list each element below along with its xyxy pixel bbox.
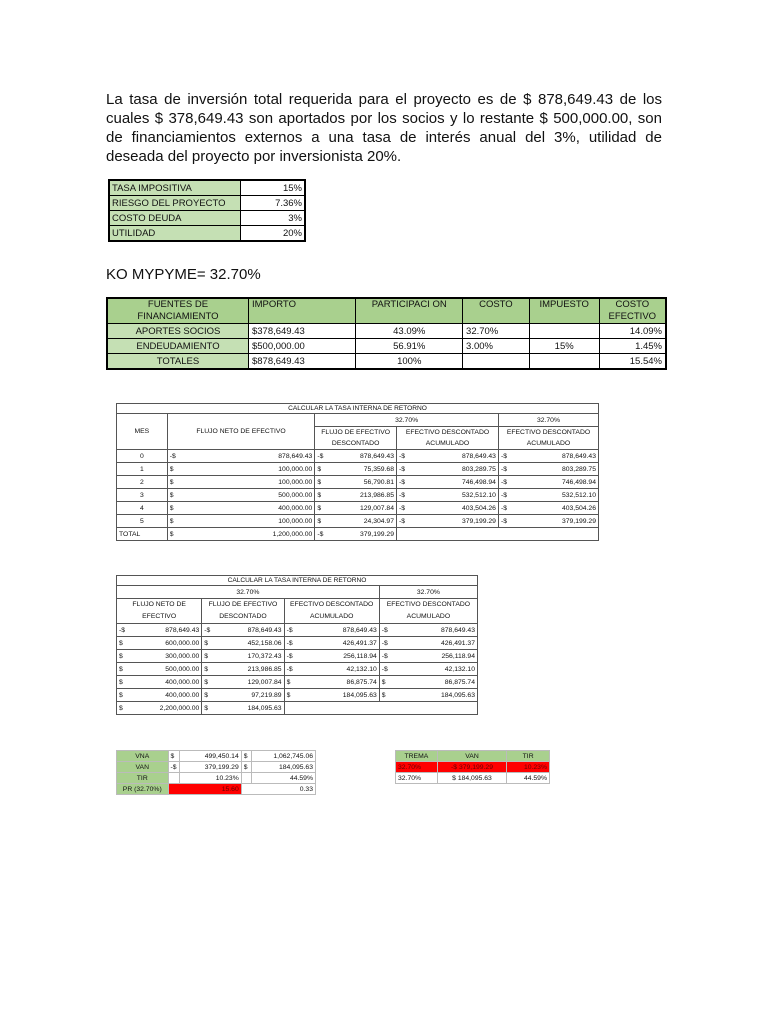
irr-table-1	[116, 403, 599, 541]
cell: $	[117, 689, 128, 702]
table-row	[117, 489, 599, 502]
table-row	[109, 180, 305, 196]
cell: $	[202, 702, 213, 715]
column-header: EFECTIVO DESCONTADO ACUMULADO	[498, 427, 598, 450]
cell: 500,000.00	[127, 663, 202, 676]
cell: $	[202, 663, 213, 676]
table-row	[117, 650, 478, 663]
cell	[529, 324, 599, 339]
cell: $	[202, 650, 213, 663]
cell: 184,095.63	[212, 702, 284, 715]
cell: 184,095.63	[295, 689, 380, 702]
table-row	[117, 751, 316, 762]
table-header-row	[107, 298, 666, 324]
cell: 878,649.43	[326, 450, 397, 463]
table-row	[107, 354, 666, 370]
cell: $	[202, 689, 213, 702]
column-header: EFECTIVO DESCONTADO ACUMULADO	[379, 599, 477, 624]
cell: -$	[498, 476, 509, 489]
cell: 3	[117, 489, 168, 502]
cell: 379,199.29	[179, 762, 241, 773]
rate-label: 32.70%	[379, 586, 477, 599]
cell: 97,219.89	[212, 689, 284, 702]
ko-mypyme-heading: KO MYPYME= 32.70%	[106, 266, 261, 283]
cell: 746,498.94	[407, 476, 498, 489]
cell: -$	[498, 450, 509, 463]
cell: 532,512.10	[509, 489, 598, 502]
row-label: VAN	[117, 762, 169, 773]
cell: $378,649.43	[248, 324, 356, 339]
cell: 24,304.97	[326, 515, 397, 528]
cell: $	[202, 637, 213, 650]
cell	[463, 354, 530, 370]
cell: 300,000.00	[127, 650, 202, 663]
cell: $	[117, 663, 128, 676]
cell: 1,062,745.06	[252, 751, 316, 762]
table-row	[117, 689, 478, 702]
cell: 878,649.43	[127, 624, 202, 637]
table-row	[117, 476, 599, 489]
param-label: COSTO DEUDA	[109, 211, 241, 226]
cell: 56.91%	[356, 339, 463, 354]
table-row	[117, 676, 478, 689]
cell: -$	[498, 515, 509, 528]
cell: 878,649.43	[295, 624, 380, 637]
cell: 3.00%	[463, 339, 530, 354]
table-row	[117, 663, 478, 676]
cell: 15.54%	[599, 354, 666, 370]
cell: $	[167, 528, 178, 541]
table-row	[117, 515, 599, 528]
rate-label: 32.70%	[315, 414, 499, 427]
cell: -$	[397, 450, 408, 463]
param-label: RIESGO DEL PROYECTO	[109, 196, 241, 211]
cell: $	[315, 502, 326, 515]
cell: -$	[167, 450, 178, 463]
cell: 15%	[529, 339, 599, 354]
cell: ENDEUDAMIENTO	[107, 339, 248, 354]
cell: $	[167, 502, 178, 515]
cell: 400,000.00	[178, 502, 315, 515]
rate-label: 32.70%	[498, 414, 598, 427]
column-header: FLUJO DE EFECTIVO DESCONTADO	[315, 427, 397, 450]
cell: 86,875.74	[295, 676, 380, 689]
financing-sources-table	[106, 297, 667, 370]
cell: $	[167, 515, 178, 528]
param-value: 3%	[241, 211, 306, 226]
column-header: MES	[117, 414, 168, 450]
column-header: PARTICIPACI ON	[356, 298, 463, 324]
cell: 32.70%	[396, 762, 438, 773]
table-title: CALCULAR LA TASA INTERNA DE RETORNO	[117, 404, 599, 414]
cell: -$	[397, 463, 408, 476]
trema-table	[395, 750, 550, 784]
cell: $	[117, 650, 128, 663]
cell: 532,512.10	[407, 489, 498, 502]
column-header: TIR	[507, 751, 550, 762]
cell: $	[168, 751, 179, 762]
cell: 213,986.85	[326, 489, 397, 502]
cell: $ 184,095.63	[437, 773, 507, 784]
cell: $	[315, 515, 326, 528]
cell: $	[379, 676, 390, 689]
cell: -$	[397, 515, 408, 528]
cell	[529, 354, 599, 370]
column-header: COSTO	[463, 298, 530, 324]
cell: 803,289.75	[407, 463, 498, 476]
row-label: PR (32.70%)	[117, 784, 169, 795]
cell: 878,649.43	[509, 450, 598, 463]
npv-summary-table	[116, 750, 316, 795]
cell: 100%	[356, 354, 463, 370]
cell: $	[167, 476, 178, 489]
cell: 878,649.43	[212, 624, 284, 637]
cell: $878,649.43	[248, 354, 356, 370]
cell: $	[117, 676, 128, 689]
cell: 403,504.26	[407, 502, 498, 515]
table-row	[117, 773, 316, 784]
cell: -$	[284, 637, 295, 650]
table-row	[109, 226, 305, 242]
cell: $	[241, 751, 251, 762]
cell: 14.09%	[599, 324, 666, 339]
cell: -$	[397, 489, 408, 502]
table-row	[107, 324, 666, 339]
cell: 170,372.43	[212, 650, 284, 663]
cell: 379,199.29	[407, 515, 498, 528]
table-row	[109, 196, 305, 211]
cell: 42,132.10	[295, 663, 380, 676]
cell: 32.70%	[396, 773, 438, 784]
cell: 75,359.68	[326, 463, 397, 476]
cell: $	[167, 463, 178, 476]
cell: $	[379, 689, 390, 702]
param-value: 15%	[241, 180, 306, 196]
cell: -$	[397, 502, 408, 515]
cell: 403,504.26	[509, 502, 598, 515]
cell: -$	[315, 528, 326, 541]
total-row	[117, 702, 478, 715]
cell: $	[117, 637, 128, 650]
column-header: FLUJO NETO DE EFECTIVO	[117, 599, 202, 624]
cell: -$	[379, 650, 390, 663]
cell: -$	[284, 650, 295, 663]
cell: -$	[168, 762, 179, 773]
cell: -$	[379, 624, 390, 637]
cell: 129,007.84	[212, 676, 284, 689]
cell: 86,875.74	[390, 676, 478, 689]
column-header: FLUJO DE EFECTIVO DESCONTADO	[202, 599, 284, 624]
cell: 2	[117, 476, 168, 489]
cell: -$ 379,199.29	[437, 762, 507, 773]
cell: 2,200,000.00	[127, 702, 202, 715]
cell: 100,000.00	[178, 463, 315, 476]
cell: -$	[379, 637, 390, 650]
cell: 746,498.94	[509, 476, 598, 489]
cell: 1,200,000.00	[178, 528, 315, 541]
column-header: COSTO EFECTIVO	[599, 298, 666, 324]
cell	[284, 702, 477, 715]
table-row	[117, 463, 599, 476]
cell: TOTALES	[107, 354, 248, 370]
cell: 100,000.00	[178, 476, 315, 489]
cell: $	[241, 762, 251, 773]
cell: -$	[498, 489, 509, 502]
column-header: FLUJO NETO DE EFECTIVO	[167, 414, 315, 450]
table-header-row	[396, 751, 550, 762]
cell: 400,000.00	[127, 676, 202, 689]
cell: 44.59%	[252, 773, 316, 784]
cell: 426,491.37	[295, 637, 380, 650]
cell: 43.09%	[356, 324, 463, 339]
cell: TOTAL	[117, 528, 168, 541]
rate-label: 32.70%	[117, 586, 380, 599]
cell: 5	[117, 515, 168, 528]
cell: 184,095.63	[252, 762, 316, 773]
cell: 10.23%	[507, 762, 550, 773]
total-row	[117, 528, 599, 541]
column-header: VAN	[437, 751, 507, 762]
cell: 499,450.14	[179, 751, 241, 762]
intro-paragraph: La tasa de inversión total requerida para el proyecto es de $ 878,649.43 de los cuales $ 378,649.43 son aportados por los socios y lo restante $ 500,000.00, son de financiamientos externos a una tasa de interés anual del 3%, utilidad de deseada del proyecto por inversionista 20%.	[106, 91, 662, 165]
cell: -$	[284, 624, 295, 637]
cell: 10.23%	[179, 773, 241, 784]
table-row	[117, 637, 478, 650]
column-header: FUENTES DE FINANCIAMIENTO	[107, 298, 248, 324]
cell: 256,118.94	[390, 650, 478, 663]
column-header: TREMA	[396, 751, 438, 762]
cell: 32.70%	[463, 324, 530, 339]
cell: 100,000.00	[178, 515, 315, 528]
cell: -$	[379, 663, 390, 676]
cell	[241, 773, 251, 784]
cell: -$	[498, 463, 509, 476]
cell: 452,158.06	[212, 637, 284, 650]
cell: $	[284, 676, 295, 689]
cell: 256,118.94	[295, 650, 380, 663]
cell: 184,095.63	[390, 689, 478, 702]
cell: 400,000.00	[127, 689, 202, 702]
cell: $	[315, 463, 326, 476]
cell: 56,790.81	[326, 476, 397, 489]
cell: -$	[284, 663, 295, 676]
cell: -$	[498, 502, 509, 515]
cell	[397, 528, 599, 541]
param-value: 20%	[241, 226, 306, 242]
table-row	[117, 450, 599, 463]
highlighted-cell: 15.60	[168, 784, 241, 795]
column-header: EFECTIVO DESCONTADO ACUMULADO	[284, 599, 379, 624]
cell: 379,199.29	[509, 515, 598, 528]
cell: 878,649.43	[407, 450, 498, 463]
cell: 878,649.43	[390, 624, 478, 637]
cell: $	[117, 702, 128, 715]
cell: 213,986.85	[212, 663, 284, 676]
column-header: IMPUESTO	[529, 298, 599, 324]
param-label: UTILIDAD	[109, 226, 241, 242]
cell	[168, 773, 179, 784]
cell: 4	[117, 502, 168, 515]
cell: 426,491.37	[390, 637, 478, 650]
cell: 803,289.75	[509, 463, 598, 476]
cell: $	[167, 489, 178, 502]
cell: $	[315, 489, 326, 502]
cell: 1	[117, 463, 168, 476]
irr-table-2	[116, 575, 478, 715]
cell: 600,000.00	[127, 637, 202, 650]
table-row	[396, 762, 550, 773]
cell: 0	[117, 450, 168, 463]
table-row	[117, 502, 599, 515]
cell: $500,000.00	[248, 339, 356, 354]
param-label: TASA IMPOSITIVA	[109, 180, 241, 196]
cell: 0.33	[241, 784, 315, 795]
row-label: TIR	[117, 773, 169, 784]
cell: 379,199.29	[326, 528, 397, 541]
cell: -$	[117, 624, 128, 637]
cell: $	[202, 676, 213, 689]
cell: APORTES SOCIOS	[107, 324, 248, 339]
table-row	[109, 211, 305, 226]
table-row	[117, 624, 478, 637]
cell: 878,649.43	[178, 450, 315, 463]
table-row	[117, 762, 316, 773]
cell: 500,000.00	[178, 489, 315, 502]
table-row	[396, 773, 550, 784]
column-header: EFECTIVO DESCONTADO ACUMULADO	[397, 427, 499, 450]
parameters-table	[108, 179, 306, 242]
table-row	[117, 784, 316, 795]
cell: -$	[315, 450, 326, 463]
cell: 42,132.10	[390, 663, 478, 676]
param-value: 7.36%	[241, 196, 306, 211]
cell: $	[284, 689, 295, 702]
cell: 1.45%	[599, 339, 666, 354]
table-title: CALCULAR LA TASA INTERNA DE RETORNO	[117, 576, 478, 586]
cell: -$	[202, 624, 213, 637]
row-label: VNA	[117, 751, 169, 762]
table-row	[107, 339, 666, 354]
cell: $	[315, 476, 326, 489]
cell: 129,007.84	[326, 502, 397, 515]
cell: 44.59%	[507, 773, 550, 784]
cell: -$	[397, 476, 408, 489]
column-header: IMPORTO	[248, 298, 356, 324]
